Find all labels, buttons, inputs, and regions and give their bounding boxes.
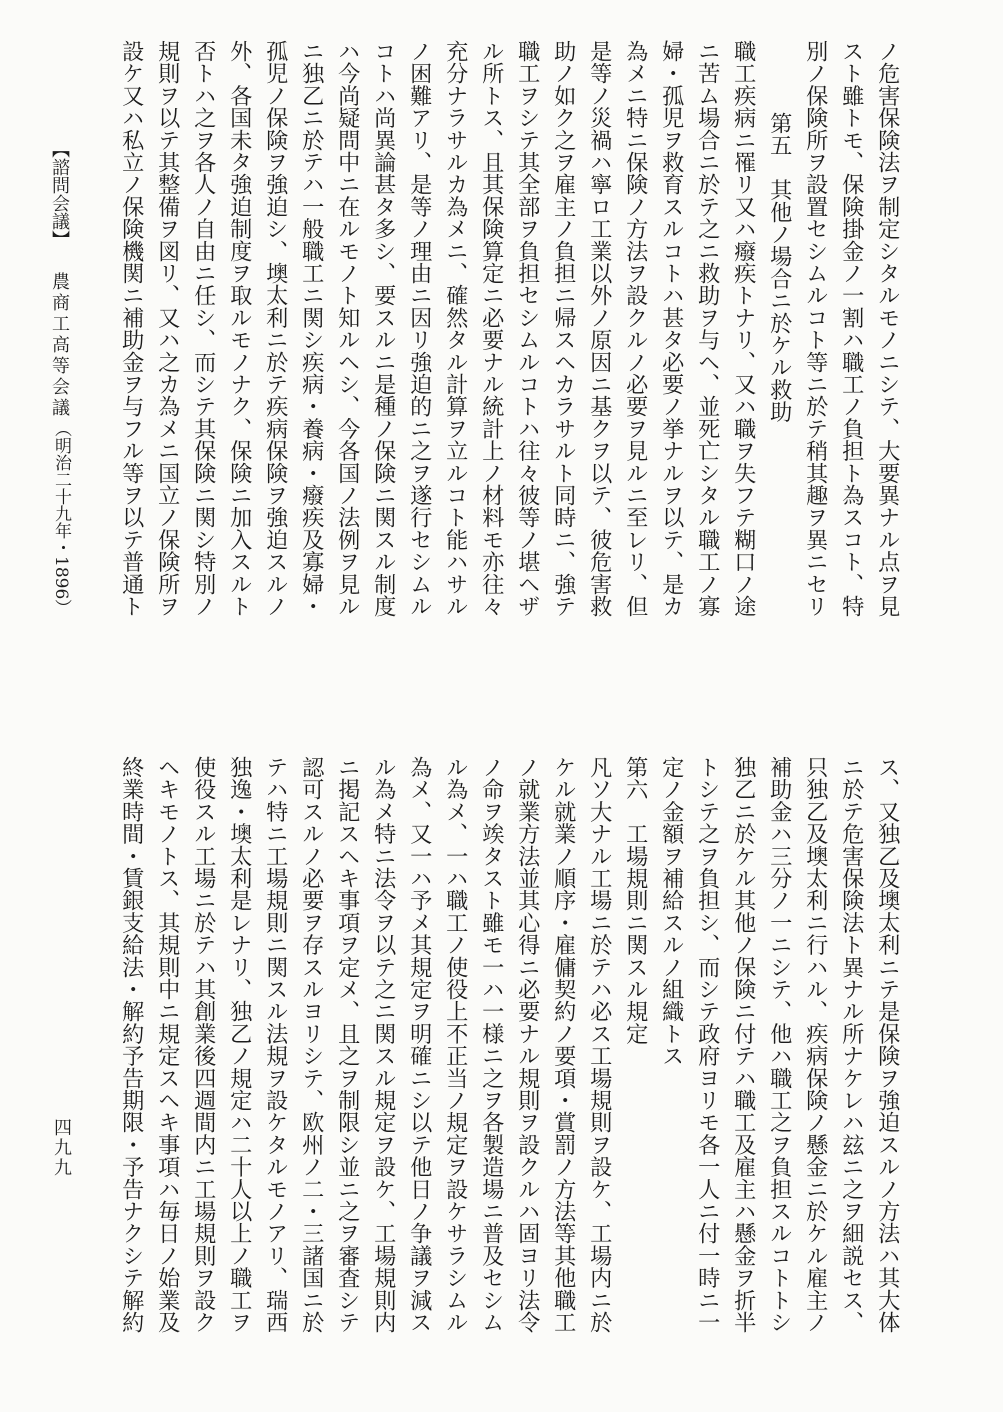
text-line: 規則ヲ以テ其整備ヲ図リ、又ハ之カ為メニ国立ノ保険所ヲ <box>154 40 181 618</box>
text-line: 定ノ金額ヲ補給スルノ組織トス <box>658 756 685 1067</box>
text-line: ノ困難アリ、是等ノ理由ニ因リ強迫的ニ之ヲ遂行セシムル <box>406 40 433 618</box>
text-line: ノ命ヲ竢タスト雖モ一ハ一様ニ之ヲ各製造場ニ普及セシム <box>478 756 505 1334</box>
text-line: ヘキモノトス、其規則中ニ規定スヘキ事項ハ毎日ノ始業及 <box>154 756 181 1334</box>
text-line: ル為メ特ニ法令ヲ以テ之ニ関スル規定ヲ設ケ、工場規則内 <box>370 756 397 1334</box>
text-line: 独乙ニ於ケル其他ノ保険ニ付テハ職工及雇主ハ懸金ヲ折半 <box>730 756 757 1334</box>
text-line: 補助金ハ三分ノ一ニシテ、他ハ職工之ヲ負担スルコトトシ <box>766 756 793 1334</box>
text-line: ニ苦ム場合ニ於テ之ニ救助ヲ与ヘ、並死亡シタル職工ノ寡 <box>694 40 721 618</box>
text-line: スト雖トモ、保険掛金ノ一割ハ職工ノ負担ト為スコト、特 <box>838 40 865 618</box>
text-line: 認可スルノ必要ヲ存スルヨリシテ、欧州ノ二・三諸国ニ於 <box>298 756 325 1334</box>
text-line: 助ノ如ク之ヲ雇主ノ負担ニ帰スヘカラサルト同時ニ、強テ <box>550 40 577 618</box>
text-line: 独逸・墺太利是レナリ、独乙ノ規定ハ二十人以上ノ職工ヲ <box>226 756 253 1334</box>
publication-title: 農商工高等会議 <box>49 272 70 419</box>
text-line: ニ独乙ニ於テハ一般職工ニ関シ疾病・養病・癈疾及寡婦・ <box>298 40 325 618</box>
text-line: 否トハ之ヲ各人ノ自由ニ任シ、而シテ其保険ニ関シ特別ノ <box>190 40 217 618</box>
text-line: ノ危害保険法ヲ制定シタルモノニシテ、大要異ナル点ヲ見 <box>874 40 901 618</box>
text-line: 職工疾病ニ罹リ又ハ癈疾トナリ、又ハ職ヲ失フテ糊口ノ途 <box>730 40 757 618</box>
section-label: 【諮問会議】 <box>49 140 70 248</box>
text-line: ル所トス、且其保険算定ニ必要ナル統計上ノ材料モ亦往々 <box>478 40 505 618</box>
text-line: 職工ヲシテ其全部ヲ負担セシムルコトハ往々彼等ノ堪ヘザ <box>514 40 541 618</box>
text-line: 終業時間・賃銀支給法・解約予告期限・予告ナクシテ解約 <box>118 756 145 1334</box>
text-line: ス、又独乙及墺太利ニテ是保険ヲ強迫スルノ方法ハ其大体 <box>874 756 901 1334</box>
text-line: トシテ之ヲ負担シ、而シテ政府ヨリモ各一人ニ付一時ニ一 <box>694 756 721 1334</box>
page-number: 四九九 <box>51 1118 72 1178</box>
text-line: 設ケ又ハ私立ノ保険機関ニ補助金ヲ与フル等ヲ以テ普通ト <box>118 40 145 618</box>
text-line: 只独乙及墺太利ニ行ハル、疾病保険ノ懸金ニ於ケル雇主ノ <box>802 756 829 1334</box>
text-line: 外、各国未タ強迫制度ヲ取ルモノナク、保険ニ加入スルト <box>226 40 253 618</box>
section-heading: 第五 其他ノ場合ニ於ケル救助 <box>766 112 793 423</box>
text-line: テハ特ニ工場規則ニ関スル法規ヲ設ケタルモノアリ、瑞西 <box>262 756 289 1334</box>
publication-date: （明治二十九年・1896） <box>51 420 71 617</box>
text-line: ル為メ、一ハ職工ノ使役上不正当ノ規定ヲ設ケサラシムル <box>442 756 469 1334</box>
text-line: 是等ノ災禍ハ寧ロ工業以外ノ原因ニ基クヲ以テ、彼危害救 <box>586 40 613 618</box>
text-line: ニ於テ危害保険法ト異ナル所ナケレハ玆ニ之ヲ細説セス、 <box>838 756 865 1334</box>
text-line: 孤児ノ保険ヲ強迫シ、墺太利ニ於テ疾病保険ヲ強迫スルノ <box>262 40 289 618</box>
text-line: ニ掲記スヘキ事項ヲ定メ、且之ヲ制限シ並ニ之ヲ審査シテ <box>334 756 361 1334</box>
text-line: ノ就業方法並其心得ニ必要ナル規則ヲ設クルハ固ヨリ法令 <box>514 756 541 1334</box>
text-line: 凡ソ大ナル工場ニ於テハ必ス工場規則ヲ設ケ、工場内ニ於 <box>586 756 613 1334</box>
text-line: 為メ、又一ハ予メ其規定ヲ明確ニシ以テ他日ノ争議ヲ減ス <box>406 756 433 1334</box>
text-line: ケル就業ノ順序・雇傭契約ノ要項・賞罰ノ方法等其他職工 <box>550 756 577 1334</box>
text-line: 使役スル工場ニ於テハ其創業後四週間内ニ工場規則ヲ設ク <box>190 756 217 1334</box>
text-line: ハ今尚疑問中ニ在ルモノト知ルヘシ、今各国ノ法例ヲ見ル <box>334 40 361 618</box>
text-line: コトハ尚異論甚タ多シ、要スルニ是種ノ保険ニ関スル制度 <box>370 40 397 618</box>
text-line: 充分ナラサルカ為メニ、確然タル計算ヲ立ルコト能ハサル <box>442 40 469 618</box>
text-line: 為メニ特ニ保険ノ方法ヲ設クルノ必要ヲ見ルニ至レリ、但 <box>622 40 649 618</box>
section-heading: 第六 工場規則ニ関スル規定 <box>622 756 649 1045</box>
text-line: 別ノ保険所ヲ設置セシムルコト等ニ於テ稍其趣ヲ異ニセリ <box>802 40 829 618</box>
text-line: 婦・孤児ヲ救育スルコトハ甚タ必要ノ挙ナルヲ以テ、是カ <box>658 40 685 618</box>
